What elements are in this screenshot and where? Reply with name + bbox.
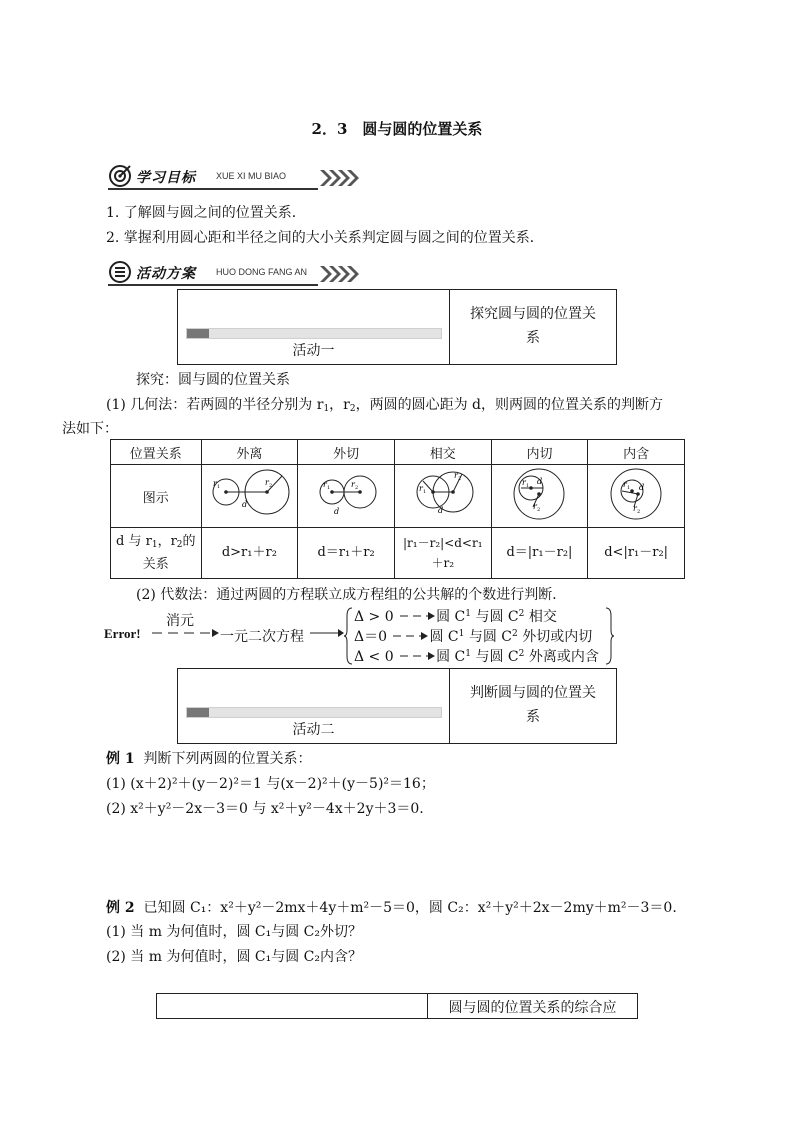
goals-banner-title: 学习目标 [136,170,196,186]
activity-two-topic-line1: 判断圆与圆的位置关 [470,685,596,701]
goal-item: 1. 了解圆与圆之间的位置关系． [106,205,306,221]
condition-cell: d>r₁＋r₂ [201,528,298,579]
figure-separate [201,465,298,528]
flow-case-condition: Δ > 0 [354,609,394,625]
table-header-cell: 外离 [201,440,298,465]
relationship-table [110,439,685,579]
activity-progress-fill [187,708,209,717]
intersecting-circles-diagram [397,465,489,523]
arrow-icon [398,651,436,661]
chevrons-icon [320,170,360,186]
banner-underline [108,284,318,286]
svg-text:r: r [351,480,355,489]
activity-progress-fill [187,329,209,338]
arrow-icon [308,626,344,640]
activity-two-box [177,668,617,744]
svg-text:r: r [533,502,538,511]
activity-three-topic: 圆与圆的位置关系的综合应 [448,1000,617,1016]
explore-heading: 探究：圆与圆的位置关系 [136,372,290,388]
example-two-question: (2) 当 m 为何值时，圆 C₁与圆 C₂内含？ [106,949,363,965]
plan-banner-title: 活动方案 [136,266,196,282]
arrow-icon [391,631,429,641]
geometric-text-a: (1) 几何法：若两圆的半径分别为 r [106,397,324,413]
arrow-icon [150,626,220,640]
condition-label-a: d 与 r [116,533,152,549]
svg-text:r: r [522,478,527,487]
goals-banner-pinyin: XUE XI MU BIAO [216,171,287,181]
svg-text:d: d [242,500,248,509]
svg-text:r: r [213,479,218,488]
table-figure-row [111,465,685,528]
table-header-cell: 外切 [298,440,395,465]
svg-text:1: 1 [422,489,426,495]
flow-case: Δ > 0 圆 $C^1$ 与圆 $C^2$ 相交 [354,609,557,625]
condition-cell: d＝r₁＋r₂ [298,528,395,579]
svg-text:2: 2 [637,509,641,515]
arrow-icon [398,611,436,621]
flow-case-result: 相交 [528,609,557,625]
goals-banner [104,162,354,192]
table-header-row [111,440,685,465]
and-word: 与圆 [468,629,497,645]
figure-contain [588,465,685,528]
activity-progress-bar [186,328,442,339]
svg-text:2: 2 [269,483,273,489]
example-two-label: 例 2 [106,900,135,916]
and-word: 与圆 [475,609,504,625]
flow-case-condition: Δ＝0 [354,629,388,645]
example-two-question: (1) 当 m 为何值时，圆 C₁与圆 C₂外切？ [106,924,363,940]
svg-text:d: d [537,477,543,486]
table-header-cell: 内含 [588,440,685,465]
algebraic-method: (2) 代数法：通过两圆的方程联立成方程组的公共解的个数进行判断． [136,587,567,603]
table-header-cell: 内切 [491,440,588,465]
activity-progress-bar [186,707,442,718]
condition-cell: d＝|r₁－r₂| [491,528,588,579]
separate-circles-diagram [203,465,295,523]
svg-text:d: d [437,506,443,515]
goal-item: 2. 掌握利用圆心距和半径之间的大小关系判定圆与圆之间的位置关系． [106,230,544,246]
example-one-label: 例 1 [106,751,135,767]
quadratic-label: 一元二次方程 [220,629,304,645]
svg-text:r: r [418,484,423,493]
svg-text:1: 1 [327,485,331,491]
svg-text:r: r [453,471,458,480]
condition-label-b: 关系 [142,556,169,572]
activity-one-left-cell [178,290,450,364]
right-brace-icon [604,606,614,666]
plan-banner-pinyin: HUO DONG FANG AN [216,267,308,277]
algebraic-flow [104,606,624,668]
list-icon [108,260,132,284]
condition-cell: d<|r₁－r₂| [588,528,685,579]
activity-three-box [156,993,638,1019]
svg-text:r: r [323,480,327,489]
contained-circles-diagram [590,465,682,523]
left-brace-icon [344,606,354,666]
circle-word: 圆 [436,609,451,625]
page-title: 2．3 圆与圆的位置关系 [311,120,483,138]
geometric-text-b: ，两圆的圆心距为 d，则两圆的位置关系的判断方 [355,397,664,413]
svg-text:2: 2 [537,507,541,513]
svg-text:2: 2 [457,476,461,482]
example-two-stem [106,897,677,917]
geometric-method-line1: (1) 几何法：若两圆的半径分别为 $r_1$，$r_2$，两圆的圆心距为 d，则两圆的位置关系的判断方 [106,397,664,414]
activity-two-topic-line2: 系 [526,709,540,725]
internal-tangent-diagram [493,465,585,523]
example-one-text: 判断下列两圆的位置关系： [143,751,312,767]
example-two-text: 已知圆 C₁：x²＋y²－2mx＋4y＋m²－5＝0，圆 C₂：x²＋y²＋2x－2my＋m²－3＝0. [143,900,677,916]
table-condition-row [111,528,685,579]
r2-sub: 2 [349,404,356,414]
flow-case-result: 外离或内含 [528,649,599,665]
circle-word: 圆 [436,649,451,665]
figure-intersect [394,465,491,528]
activity-two-left-cell [178,669,450,743]
svg-text:r: r [623,480,627,489]
activity-one-label: 活动一 [292,343,335,359]
svg-text:1: 1 [627,485,631,491]
svg-text:r: r [265,478,270,487]
activity-one-topic-line2: 系 [526,330,540,346]
svg-text:2: 2 [355,485,359,491]
activity-one-box [177,289,617,365]
error-text: Error! [104,626,141,641]
condition-cell: |r₁－r₂|<d<r₁＋r₂ [394,528,491,579]
chevrons-icon [320,266,360,282]
figure-external-tangent [298,465,395,528]
activity-one-topic [450,302,616,350]
svg-text:1: 1 [526,483,530,489]
flow-case: Δ < 0 圆 $C^1$ 与圆 $C^2$ 外离或内含 [354,649,599,665]
banner-underline [108,188,318,190]
geometric-method-line2: 法如下： [62,421,118,437]
activity-two-label: 活动二 [292,722,335,738]
and-word: 与圆 [475,649,504,665]
circle-word: 圆 [429,629,444,645]
plan-banner [104,258,354,288]
condition-row-label: d 与 $r_1$，$r_2$的 关系 [111,528,202,579]
svg-text:d: d [639,483,645,492]
example-one-item: (1) (x＋2)²＋(y－2)²＝1 与(x－2)²＋(y－5)²＝16； [106,776,435,792]
elimination-label: 消元 [166,613,194,629]
table-header-cell: 位置关系 [111,440,202,465]
figure-internal-tangent [491,465,588,528]
svg-text:r: r [633,504,637,513]
activity-two-topic [450,681,616,729]
table-header-cell: 相交 [394,440,491,465]
target-icon [108,164,132,188]
example-one-prompt [106,748,312,768]
activity-one-topic-line1: 探究圆与圆的位置关 [470,306,596,322]
activity-three-left-cell [157,994,428,1018]
external-tangent-diagram [300,465,392,523]
svg-text:1: 1 [217,484,221,490]
flow-case-condition: Δ < 0 [354,649,394,665]
example-one-item: (2) x²＋y²－2x－3＝0 与 x²＋y²－4x＋2y＋3＝0. [106,801,424,817]
flow-case: Δ＝0 圆 $C^1$ 与圆 $C^2$ 外切或内切 [354,629,593,645]
r1-sub: 1 [323,404,330,414]
flow-case-result: 外切或内切 [522,629,593,645]
svg-text:d: d [334,507,340,516]
figure-row-label: 图示 [111,465,202,528]
